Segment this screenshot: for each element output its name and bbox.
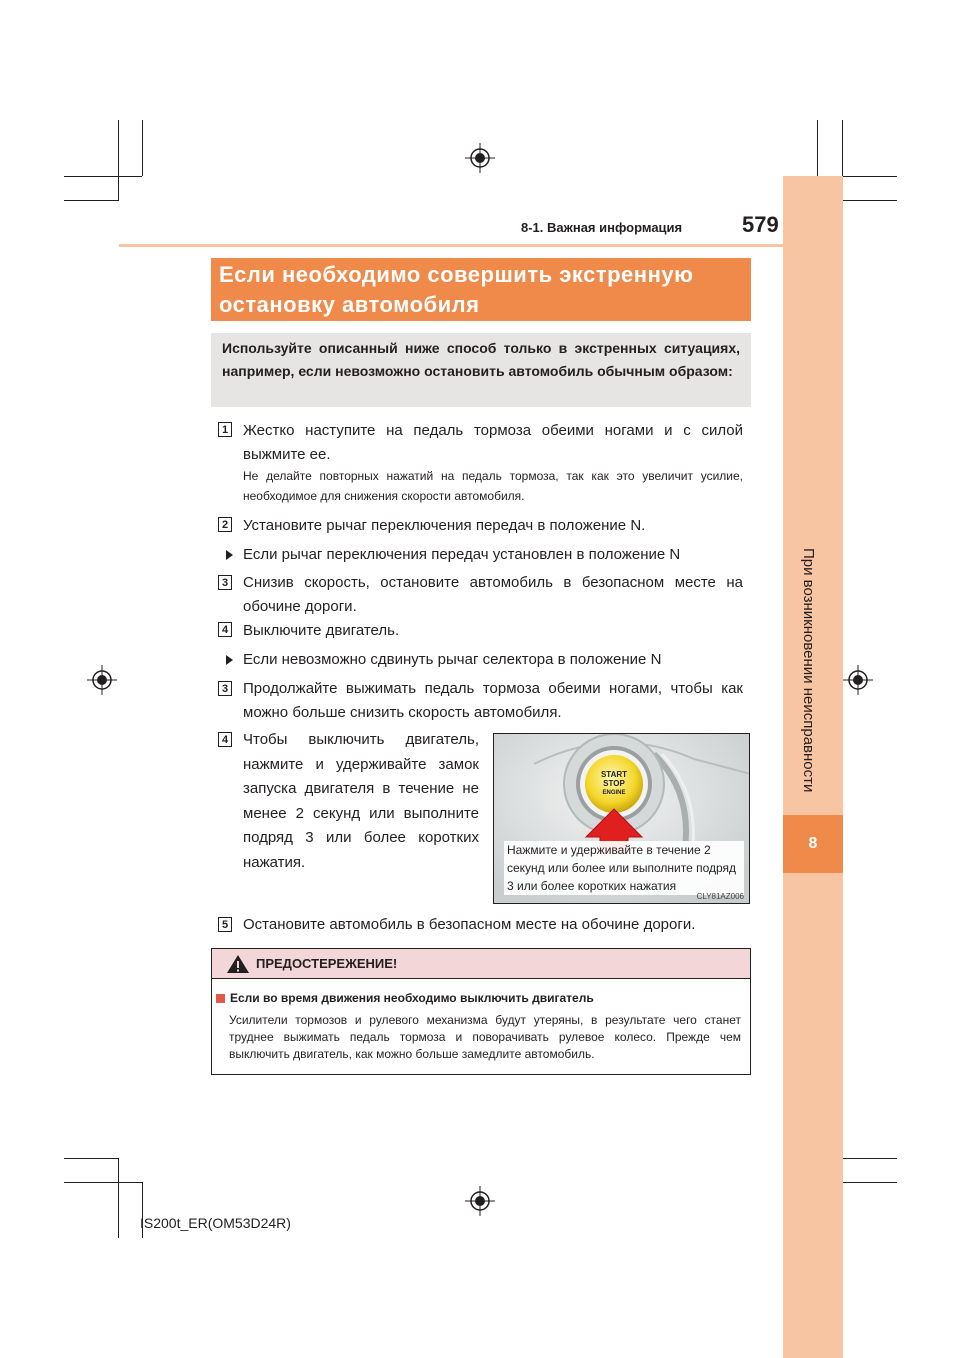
- triangle-bullet-icon: [226, 655, 233, 665]
- step-text: Выключите двигатель.: [243, 622, 400, 639]
- step-text: Установите рычаг переключения передач в положение N.: [243, 517, 646, 534]
- step-number: 1: [218, 422, 232, 437]
- registration-mark-icon: [465, 143, 495, 173]
- intro-box: Используйте описанный ниже способ только в экстренных ситуациях, например, если невозможно остановить автомобиль обычным образом:: [211, 333, 751, 407]
- start-button-illustration: [493, 733, 750, 904]
- page-title: [211, 258, 751, 321]
- crop-mark: [64, 1158, 119, 1159]
- crop-mark: [842, 1158, 897, 1159]
- crop-mark: [64, 176, 142, 177]
- button-label-engine: ENGINE: [602, 790, 626, 796]
- page-title-line2: остановку автомобиля: [219, 292, 480, 317]
- page-title-line1: Если необходимо совершить экстренную: [219, 262, 694, 287]
- warning-triangle-icon: [226, 954, 250, 974]
- crop-mark: [64, 200, 119, 201]
- step-number: 4: [218, 732, 232, 747]
- triangle-bullet-icon: [226, 550, 233, 560]
- section-label: 8-1. Важная информация: [521, 220, 683, 235]
- crop-mark: [118, 120, 119, 200]
- header-divider: [119, 244, 783, 247]
- step-text: Продолжайте выжимать педаль тормоза обеими ногами, чтобы как можно больше снизить скорость автомобиля.: [243, 680, 743, 721]
- step-text: Жестко наступите на педаль тормоза обеими ногами и с силой выжмите ее.: [243, 422, 743, 463]
- square-bullet-icon: [216, 994, 225, 1003]
- warning-body: Усилители тормозов и рулевого механизма будут утеряны, в результате чего станет труднее выжимать педаль тормоза и поворачивать рулевое колесо. Прежде чем выключить двигатель, как можно больше замедлите автомобиль.: [229, 1013, 741, 1061]
- step-number: 4: [218, 622, 232, 637]
- crop-mark: [842, 200, 897, 201]
- chapter-title-text: При возникновении неисправности: [800, 548, 817, 793]
- button-label-start: START: [600, 770, 628, 779]
- chapter-number-tab: 8: [783, 815, 843, 873]
- chapter-title-vertical: [800, 548, 824, 806]
- crop-mark: [817, 120, 818, 176]
- step-number: 5: [218, 917, 232, 932]
- condition-item: [226, 543, 680, 567]
- step-text: Остановите автомобиль в безопасном месте на обочине дороги.: [243, 916, 696, 933]
- step-number: 3: [218, 575, 232, 590]
- model-code: IS200t_ER(OM53D24R): [140, 1215, 291, 1231]
- warning-title: ПРЕДОСТЕРЕЖЕНИЕ!: [256, 956, 398, 971]
- crop-mark: [118, 1158, 119, 1238]
- step-text: Чтобы выключить двигатель, нажмите и удерживайте замок запуска двигателя в течение не менее 2 секунд или выполните подряд 3 или более коротких нажатия.: [243, 731, 479, 871]
- condition-text: Если рычаг переключения передач установлен в положение N: [243, 546, 681, 563]
- warning-box: [211, 948, 751, 1075]
- crop-mark: [64, 1182, 142, 1183]
- page-number: 579: [742, 212, 779, 237]
- step-text: Снизив скорость, остановите автомобиль в безопасном месте на обочине дороги.: [243, 574, 743, 615]
- registration-mark-icon: [843, 665, 873, 695]
- registration-mark-icon: [87, 665, 117, 695]
- crop-mark: [142, 120, 143, 176]
- registration-mark-icon: [465, 1186, 495, 1216]
- step-note: Не делайте повторных нажатий на педаль тормоза, так как это увеличит усилие, необходимое для снижения скорости автомобиля.: [243, 469, 743, 503]
- step-number: 2: [218, 517, 232, 532]
- button-label-stop: STOP: [603, 779, 625, 788]
- condition-item: [226, 648, 661, 672]
- figure-code: CLY81AZ006: [696, 892, 744, 901]
- warning-header: [212, 949, 750, 979]
- step-number: 3: [218, 681, 232, 696]
- warning-subtitle: [216, 991, 594, 1005]
- condition-text: Если невозможно сдвинуть рычаг селектора в положение N: [243, 651, 662, 668]
- figure-caption: Нажмите и удерживайте в течение 2 секунд или более или выполните подряд 3 или более коротких нажатия: [504, 841, 744, 895]
- warning-subtitle-text: Если во время движения необходимо выключить двигатель: [230, 991, 594, 1005]
